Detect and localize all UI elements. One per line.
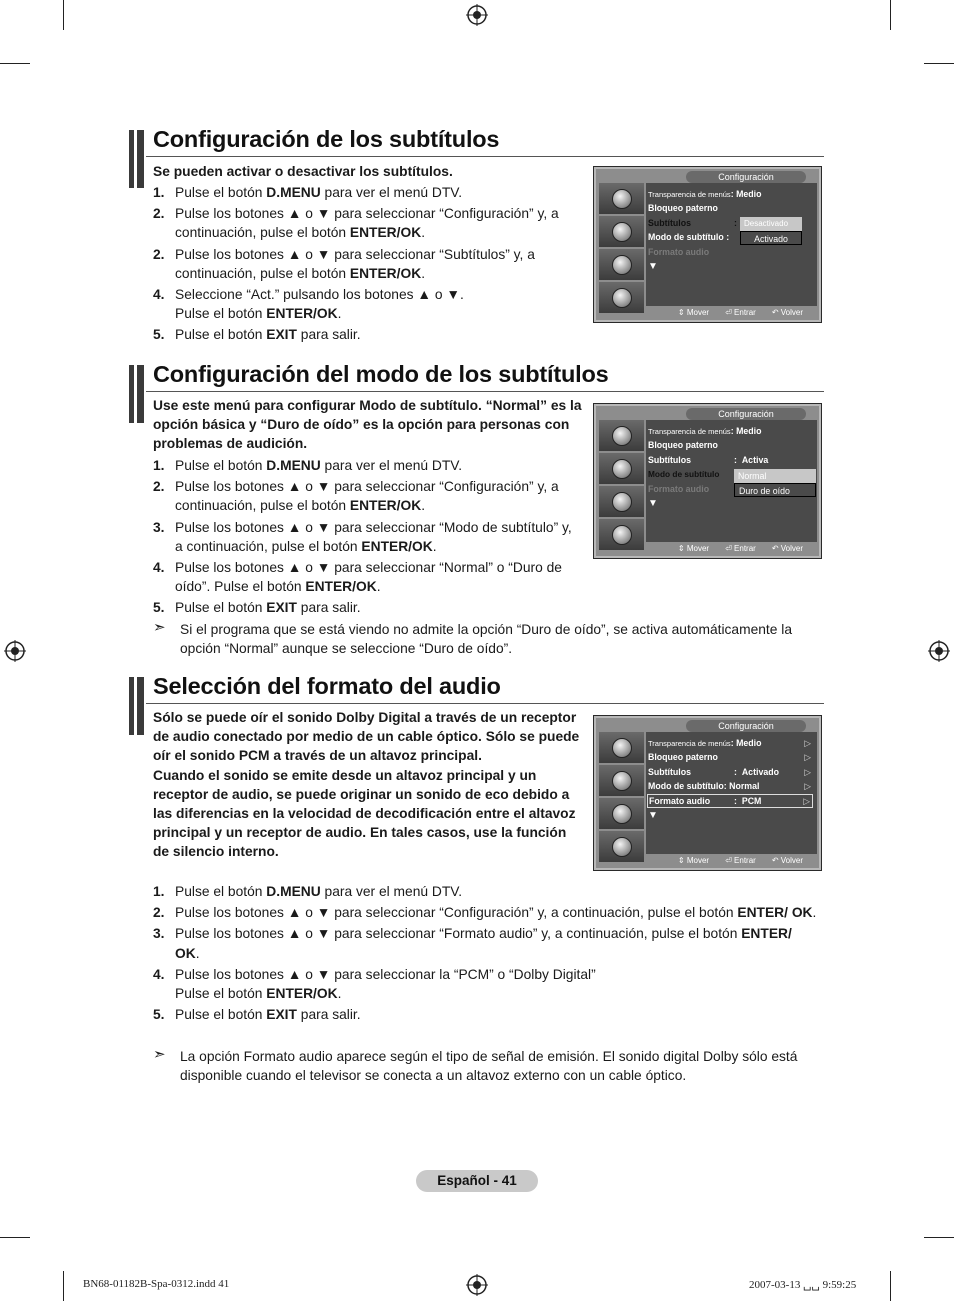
scroll-down-icon: ▼ [648, 261, 658, 272]
step-number: 3. [153, 926, 165, 942]
footer-enter: ⏎ Entrar [725, 856, 756, 865]
menu-row-label: Modo de subtítulo [648, 781, 724, 791]
footer-return: ↶ Volver [771, 856, 803, 865]
registration-mark-icon [466, 4, 488, 26]
registration-mark-icon [928, 640, 950, 662]
step-number: 2. [153, 246, 165, 262]
menu-row-label: Transparencia de menús [648, 739, 731, 748]
section-title-audio-format: Selección del formato del audio [153, 673, 501, 699]
menu-row-label: Modo de subtítulo [648, 232, 724, 242]
step-item [153, 518, 583, 556]
menu-row-value: Medio [736, 738, 762, 748]
step-text: Pulse el botón EXIT para salir. [175, 600, 361, 616]
step-text: Pulse los botones ▲ o ▼ para seleccionar “Configuración” y, a continuación, pulse el botón ENTER/OK. [175, 479, 559, 514]
step-text: Pulse los botones ▲ o ▼ para seleccionar “Formato audio” y, a continuación, pulse el botón ENTER/ OK. [175, 926, 792, 961]
menu-header: Configuración [686, 408, 806, 420]
popup-option: Desactivado [740, 217, 802, 231]
step-number: 5. [153, 327, 165, 343]
footer-enter: ⏎ Entrar [725, 544, 756, 553]
step-item [153, 285, 583, 323]
step-number: 1. [153, 884, 165, 899]
step-text: Pulse los botones ▲ o ▼ para seleccionar “Configuración” y, a continuación, pulse el botón ENTER/OK. [175, 206, 559, 241]
scroll-down-icon: ▼ [648, 810, 658, 821]
submenu-arrow-icon: ▷ [804, 738, 811, 748]
menu-row-value: Activa [741, 455, 769, 465]
footer-return: ↶ Volver [771, 544, 803, 553]
step-number: 4. [153, 560, 165, 576]
menu-row-value: PCM [741, 796, 762, 806]
step-number: 2. [153, 905, 165, 921]
note-text: La opción Formato audio aparece según el tipo de señal de emisión. El sonido digital Dolby sólo está disponible cuando el televisor se conecta a un altavoz externo con un cable óptico. [180, 1049, 798, 1084]
step-item [153, 456, 583, 475]
step-number: 2. [153, 206, 165, 222]
submenu-arrow-icon: ▷ [804, 781, 811, 791]
sound-icon [599, 765, 644, 796]
note-arrow-icon: ➣ [153, 619, 166, 636]
page-number-badge: Español - 41 [416, 1170, 538, 1192]
step-number: 4. [153, 287, 165, 303]
step-item [153, 903, 818, 922]
step-number: 5. [153, 600, 165, 616]
menu-row-label: Transparencia de menús [648, 190, 731, 199]
menu-row-value: Activado [741, 767, 779, 777]
menu-header: Configuración [686, 720, 806, 732]
step-item [153, 477, 583, 515]
menu-row-value: Normal [729, 781, 760, 791]
popup-option-selected: Normal [734, 469, 816, 483]
submenu-arrow-icon: ▷ [804, 752, 811, 762]
menu-row-label: Subtítulos [648, 218, 692, 228]
step-item [153, 1005, 818, 1024]
step-text: Pulse el botón D.MENU para ver el menú DTV. [175, 185, 463, 200]
menu-row-label: Formato audio [648, 247, 710, 257]
tv-menu-screenshot: Configuración Transparencia de menús: Medio Bloqueo paterno Subtítulos : Activa Modo de subtítulo Formato audio ▼ Normal Duro de oído ⇕ Mover ⏎ Entrar ↶ Volver [593, 403, 822, 559]
step-item [153, 882, 818, 901]
section-marker [129, 365, 144, 423]
popup-option: Duro de oído [734, 483, 816, 497]
note [153, 1046, 818, 1085]
footer-move: ⇕ Mover [677, 308, 710, 317]
sound-icon [599, 453, 644, 484]
step-number: 5. [153, 1007, 165, 1023]
menu-row-label: Modo de subtítulo [648, 469, 720, 479]
menu-row-label: Bloqueo paterno [648, 203, 718, 213]
input-icon [599, 282, 644, 313]
submenu-arrow-icon: ▷ [803, 796, 810, 806]
step-text: Pulse el botón D.MENU para ver el menú DTV. [175, 458, 463, 473]
section-rule [146, 156, 824, 157]
section-intro: Se pueden activar o desactivar los subtítulos. [153, 164, 453, 179]
print-slug-file: BN68-01182B-Spa-0312.indd 41 [83, 1278, 230, 1290]
step-text: Pulse los botones ▲ o ▼ para seleccionar “Subtítulos” y, a continuación, pulse el botón ENTER/OK. [175, 246, 535, 281]
step-item [153, 245, 583, 283]
step-item [153, 965, 818, 1003]
menu-row-label: Formato audio [649, 796, 711, 806]
menu-row-value: Medio [736, 426, 762, 436]
step-item [153, 558, 583, 596]
setup-gear-icon [599, 249, 644, 280]
footer-move: ⇕ Mover [677, 856, 710, 865]
registration-mark-icon [466, 1274, 488, 1296]
section-title-subtitles: Configuración de los subtítulos [153, 126, 500, 152]
step-number: 1. [153, 458, 165, 473]
note-text: Si el programa que se está viendo no admite la opción “Duro de oído”, se activa automáticamente la opción “Normal” aunque se seleccione “Duro de oído”. [180, 622, 793, 657]
menu-row-label: Transparencia de menús [648, 427, 731, 436]
menu-row-label: Bloqueo paterno [648, 440, 718, 450]
step-number: 4. [153, 966, 165, 982]
popup-option-selected: Activado [740, 231, 802, 245]
section-marker [129, 130, 144, 188]
print-slug-date: 2007-03-13 ␣␣ 9:59:25 [749, 1279, 857, 1291]
step-item [153, 183, 583, 202]
section-title-subtitle-mode: Configuración del modo de los subtítulos [153, 361, 609, 387]
step-text: Pulse el botón D.MENU para ver el menú DTV. [175, 884, 463, 899]
step-text: Pulse los botones ▲ o ▼ para seleccionar “Modo de subtítulo” y, a continuación, pulse el botón ENTER/OK. [175, 519, 572, 554]
picture-icon [599, 420, 644, 451]
submenu-arrow-icon: ▷ [804, 767, 811, 777]
picture-icon [599, 183, 644, 214]
step-text: Pulse los botones ▲ o ▼ para seleccionar “Configuración” y, a continuación, pulse el botón ENTER/ OK. [175, 905, 817, 921]
menu-row-label: Bloqueo paterno [648, 752, 718, 762]
menu-header: Configuración [686, 171, 806, 183]
tv-menu-screenshot: Configuración Transparencia de menús: Medio ▷ Bloqueo paterno ▷ Subtítulos : Activado ▷ Modo de subtítulo: Normal ▷ Formato audio : PCM ▷ ▼ ⇕ Mover ⏎ Entrar ↶ Volver [593, 715, 822, 871]
step-number: 3. [153, 519, 165, 535]
step-list [153, 456, 583, 620]
section-rule [146, 391, 824, 392]
step-text: Pulse los botones ▲ o ▼ para seleccionar la “PCM” o “Dolby Digital” Pulse el botón ENTER/OK. [175, 966, 596, 1002]
section-intro: Sólo se puede oír el sonido Dolby Digital a través de un receptor de audio conectado por medio de un cable óptico. Sólo se puede oír el sonido PCM a través de un altavoz principal. Cuando el sonido se emite desde un altavoz principal y un receptor de audio, se puede originar un sonido de eco debido a las diferencias en la velocidad de decodificación entre el altavoz principal y un receptor de audio. En tales casos, use la función de silencio interno. [153, 710, 580, 860]
step-number: 2. [153, 479, 165, 495]
tv-menu-screenshot: Configuración Transparencia de menús: Medio Bloqueo paterno Subtítulos : Modo de subtítulo : Formato audio ▼ Desactivado Activado ⇕ Mover ⏎ Entrar ↶ Volver [593, 166, 822, 323]
step-item [153, 924, 818, 962]
step-text: Seleccione “Act.” pulsando los botones ▲ o ▼. Pulse el botón ENTER/OK. [175, 287, 464, 322]
section-intro: Use este menú para configurar Modo de subtítulo. “Normal” es la opción básica y “Duro de oído” es la opción para personas con problemas de audición. [153, 398, 582, 452]
step-item [153, 325, 583, 344]
menu-row-label: Subtítulos [648, 767, 692, 777]
note-arrow-icon: ➣ [153, 1046, 166, 1063]
step-text: Pulse los botones ▲ o ▼ para seleccionar “Normal” o “Duro de oído”. Pulse el botón ENTER/OK. [175, 560, 562, 595]
footer-enter: ⏎ Entrar [725, 308, 756, 317]
picture-icon [599, 732, 644, 763]
menu-row-label: Formato audio [648, 484, 710, 494]
footer-move: ⇕ Mover [677, 544, 710, 553]
step-list [153, 882, 818, 1026]
registration-mark-icon [4, 640, 26, 662]
menu-row-value: Medio [736, 189, 762, 199]
footer-return: ↶ Volver [771, 308, 803, 317]
menu-row-label: Subtítulos [648, 455, 692, 465]
step-number: 1. [153, 185, 165, 200]
scroll-down-icon: ▼ [648, 498, 658, 509]
setup-gear-icon [599, 486, 644, 517]
step-item [153, 204, 583, 242]
step-item [153, 598, 583, 617]
section-marker [129, 677, 144, 735]
input-icon [599, 519, 644, 550]
section-rule [146, 703, 824, 704]
step-list [153, 183, 583, 347]
setup-gear-icon [599, 798, 644, 829]
step-text: Pulse el botón EXIT para salir. [175, 327, 361, 343]
step-text: Pulse el botón EXIT para salir. [175, 1007, 361, 1023]
input-icon [599, 831, 644, 862]
sound-icon [599, 216, 644, 247]
note [153, 619, 818, 658]
